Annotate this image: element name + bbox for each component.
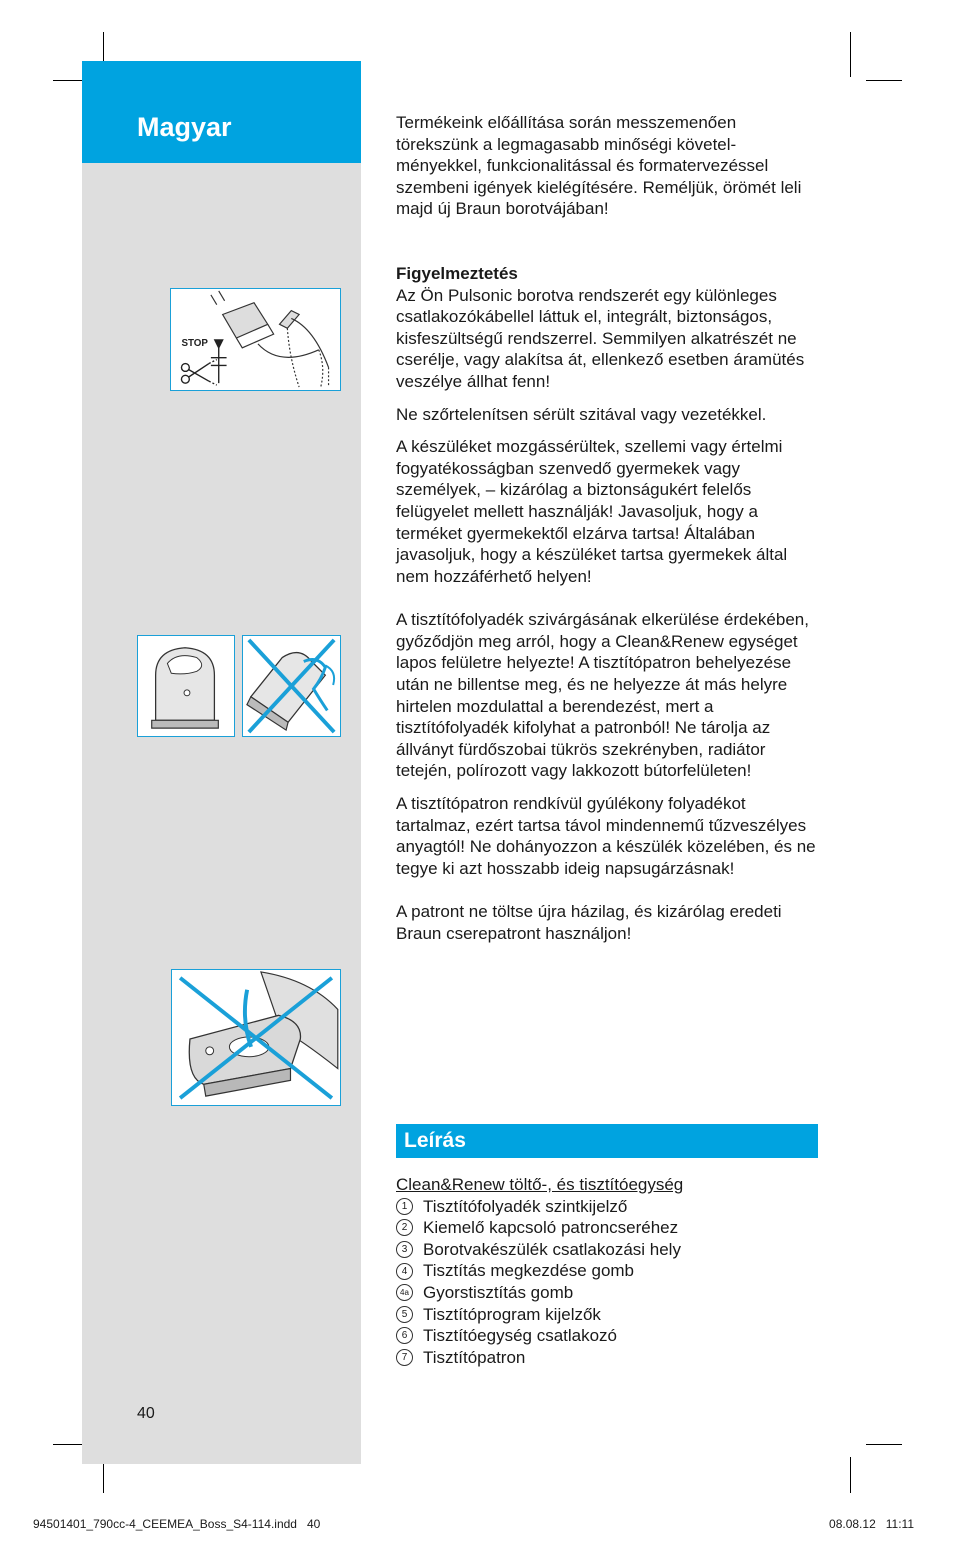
list-item <box>396 1260 820 1282</box>
part-label: Tisztítópatron <box>423 1347 526 1367</box>
part-number: 2 <box>396 1219 413 1236</box>
title-band <box>82 61 361 163</box>
refill-paragraph: A patront ne töltse újra házilag, és kizárólag eredeti Braun cserepatront használjon! <box>396 902 782 943</box>
damaged-paragraph: Ne szőrtelenítsen sérült szitával vagy vezetékkel. <box>396 404 767 424</box>
page-number: 40 <box>137 1405 155 1422</box>
page-title: Magyar <box>137 112 232 142</box>
list-item <box>396 1325 820 1347</box>
crop-mark <box>850 1457 851 1493</box>
footer-date: 08.08.12 11:11 <box>829 1517 914 1531</box>
part-number: 3 <box>396 1241 413 1258</box>
description-block <box>396 1174 820 1368</box>
part-number: 5 <box>396 1306 413 1323</box>
figure-plug-stop <box>170 288 341 391</box>
stop-label: STOP <box>181 337 208 349</box>
part-label: Tisztítás megkezdése gomb <box>423 1261 635 1281</box>
part-label: Tisztítóprogram kijelzők <box>423 1304 601 1324</box>
part-label: Tisztítóegység csatlakozó <box>423 1326 618 1346</box>
list-item <box>396 1196 820 1218</box>
part-number: 4 <box>396 1263 413 1280</box>
figure-station-tilted-crossed <box>242 635 341 737</box>
part-label: Kiemelő kapcsoló patroncseréhez <box>423 1218 679 1238</box>
section-title: Leírás <box>404 1129 466 1152</box>
part-number: 6 <box>396 1327 413 1344</box>
part-number: 7 <box>396 1349 413 1366</box>
parts-list <box>396 1196 820 1369</box>
main-text <box>396 112 820 945</box>
part-number: 1 <box>396 1198 413 1215</box>
flammable-paragraph: A tisztítópatron rendkívül gyúlékony folyadékot tartalmaz, ezért tartsa távol mindennemű tűzveszélyes anyagtól! Ne dohányozzon a készülék közelében, és ne tegye ki azt hosszabb ideig napsugárzásnak! <box>396 794 816 878</box>
list-item <box>396 1239 820 1261</box>
crop-mark <box>866 80 902 81</box>
part-number: 4a <box>396 1284 413 1301</box>
warning-heading: Figyelmeztetés <box>396 263 518 283</box>
children-paragraph: A készüléket mozgássérültek, szellemi vagy értelmi fogyatékosságban szenvedő gyermekek vagy személyek, – kizárólag a biztonságukért felelős felügyelet mellett használják! Javasoljuk, hogy a terméket gyermekektől elzárva tartsa! Általában javasoljuk, hogy a készüléket tartsa gyermekek által nem hozzáférhető helyen! <box>396 437 788 586</box>
leak-paragraph: A tisztítófolyadék szivárgásának elkerülése érdekében, győződjön meg arról, hogy a Clean&Renew egységet lapos felületre helyezte! A tisztítópatron behelyezése után ne billentse meg, és ne helyezze át más helyre hirtelen mozdulattal a berendezést, mert a tisztítófolyadék kifolyhat a patronból! Ne tárolja az állványt fürdőszobai tükrös szekrényben, radiátor tetején, polírozott vagy lakkozott bútorfelületen! <box>396 610 809 781</box>
list-item <box>396 1217 820 1239</box>
list-item <box>396 1282 820 1304</box>
list-item <box>396 1304 820 1326</box>
crop-mark <box>850 32 851 77</box>
figure-refill-crossed <box>171 969 341 1106</box>
list-item <box>396 1347 820 1369</box>
part-label: Borotvakészülék csatlakozási hely <box>423 1239 681 1259</box>
figure-station-upright <box>137 635 235 737</box>
sidebar <box>82 61 361 1464</box>
part-label: Tisztítófolyadék szintkijelző <box>423 1196 628 1216</box>
description-heading: Clean&Renew töltő-, és tisztítóegység <box>396 1175 684 1194</box>
part-label: Gyorstisztítás gomb <box>423 1282 574 1302</box>
footer-file-info: 94501401_790cc-4_CEEMEA_Boss_S4-114.indd 40 <box>33 1517 321 1531</box>
crop-mark <box>866 1444 902 1445</box>
warning-block <box>396 263 820 393</box>
warning-text: Az Ön Pulsonic borotva rendszerét egy különleges csatlakozókábellel láttuk el, integrált, biztonságos, kisfeszültségű rendszerrel. Semmilyen alkatrészét ne cserélje, vagy alakítsa át, ellenkező esetben áramütés veszélye állhat fenn! <box>396 285 805 391</box>
section-bar <box>396 1124 818 1158</box>
intro-paragraph: Termékeink előállítása során messzemenően törekszünk a legmagasabb minőségi követel-ményekkel, funkcionalitással és formatervezéssel szembeni igények kielégítésére. Reméljük, örömét leli majd új Braun borotvájában! <box>396 113 802 219</box>
